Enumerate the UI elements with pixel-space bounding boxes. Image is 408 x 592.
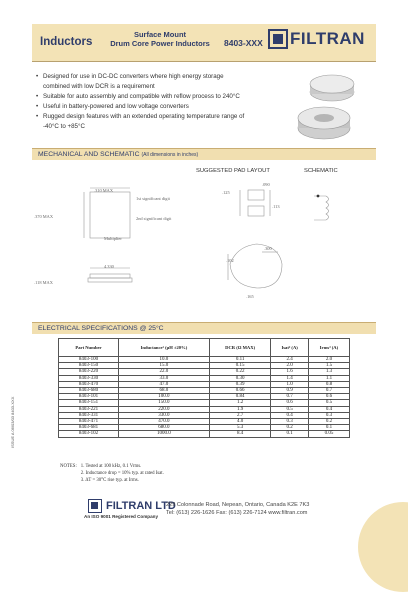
feature-item: • Suitable for auto assembly and compatible with reflow process to 240°C xyxy=(36,92,276,102)
cell: 8403-102 xyxy=(59,431,119,437)
mechanical-section-header xyxy=(32,148,376,160)
footer-address: 229 Colonnade Road, Nepean, Ontario, Canada K2E 7K3 xyxy=(166,502,310,508)
cell: 8403-101 xyxy=(59,394,119,400)
cell: 150.0 xyxy=(119,400,210,406)
dim-label: 1st significant digit xyxy=(136,196,170,201)
cell: 0.6 xyxy=(308,394,349,400)
table-header-row xyxy=(59,339,350,357)
feature-item: • Useful in battery-powered and low voltage converters xyxy=(36,102,276,112)
pad-dim-label: .165 xyxy=(246,294,254,299)
cell: 8403-221 xyxy=(59,406,119,412)
notes xyxy=(60,463,164,484)
cell: 2.0 xyxy=(271,363,309,369)
feature-list xyxy=(36,72,276,132)
feature-item: • Rugged design features with an extended operating temperature range of xyxy=(36,112,276,122)
cell: 0.7 xyxy=(271,394,309,400)
cell: 0.1 xyxy=(308,425,349,431)
cell: 8403-330 xyxy=(59,375,119,381)
cell: 680.0 xyxy=(119,425,210,431)
cell: 100.0 xyxy=(119,394,210,400)
cell: 1.9 xyxy=(209,406,271,412)
brand-name: FILTRAN xyxy=(290,29,365,48)
dim-label: 4.330 xyxy=(104,264,114,269)
spec-table-body xyxy=(59,357,350,438)
mechanical-title: MECHANICAL AND SCHEMATIC xyxy=(38,151,140,158)
col-header: Inductance¹ (µH ±20%) xyxy=(119,339,210,357)
cell: 0.3 xyxy=(308,412,349,418)
cell: 2.7 xyxy=(209,412,271,418)
cell: 0.15 xyxy=(209,363,271,369)
cell: 1000.0 xyxy=(119,431,210,437)
corner-decoration xyxy=(358,502,408,592)
cell: 0.5 xyxy=(271,406,309,412)
dim-label: .118 MAX xyxy=(34,280,53,285)
feature-item: -40°C to +85°C xyxy=(43,123,85,130)
issue-sidebar: ISSUE A 06/03/03 8403-XXX xyxy=(10,396,15,448)
cell: 0.4 xyxy=(271,412,309,418)
pad-dim-label: .300 xyxy=(264,246,272,251)
cell: 0.1 xyxy=(271,431,309,437)
cell: 5.3 xyxy=(209,425,271,431)
cell: 470.0 xyxy=(119,419,210,425)
cell: 0.2 xyxy=(271,425,309,431)
cell: 8.4 xyxy=(209,431,271,437)
cell: 0.4 xyxy=(308,406,349,412)
cell: 0.7 xyxy=(308,388,349,394)
cell: 0.84 xyxy=(209,394,271,400)
electrical-section-header xyxy=(32,322,376,334)
cell: 0.9 xyxy=(271,388,309,394)
mechanical-drawing xyxy=(32,176,376,310)
product-photo xyxy=(282,72,372,148)
footer-address-block xyxy=(166,501,309,517)
schematic-title: SCHEMATIC xyxy=(304,168,338,174)
pad-dim-label: .125 xyxy=(222,190,230,195)
cell: 8403-680 xyxy=(59,388,119,394)
dim-label: .370 MAX xyxy=(34,214,54,219)
brand-logo xyxy=(268,28,378,50)
cell: 15.0 xyxy=(119,363,210,369)
cell: 8403-150 xyxy=(59,363,119,369)
cell: 47.0 xyxy=(119,381,210,387)
mechanical-note: (All dimensions in inches) xyxy=(141,152,199,158)
electrical-title: ELECTRICAL SPECIFICATIONS @ 25°C xyxy=(38,325,164,332)
footer-contact: Tel: (613) 226-1626 Fax: (613) 226-7124 www.filtran.com xyxy=(166,510,308,516)
cell: 0.30 xyxy=(209,375,271,381)
cell: 0.6 xyxy=(271,400,309,406)
cell: 0.5 xyxy=(308,400,349,406)
note-item: 3. ΔT = 30°C rise typ. at Irms. xyxy=(80,478,139,483)
note-item: 2. Inductance drop = 10% typ. at rated Isat. xyxy=(80,471,164,476)
subtitle-line-2: Drum Core Power Inductors xyxy=(110,39,210,48)
cell: 2.0 xyxy=(308,357,349,363)
cell: 2.4 xyxy=(271,357,309,363)
cell: 1.2 xyxy=(209,400,271,406)
col-header: DCR (Ω MAX) xyxy=(209,339,271,357)
dim-label: 2nd significant digit xyxy=(136,216,172,221)
pad-dim-label: .102 xyxy=(226,258,234,263)
cell: 220.0 xyxy=(119,406,210,412)
dim-label: .310 MAX xyxy=(94,188,114,193)
spec-table xyxy=(58,338,350,438)
cell: 0.3 xyxy=(271,419,309,425)
cell: 22.0 xyxy=(119,369,210,375)
feature-item: combined with low DCR is a requirement xyxy=(43,83,155,90)
polarity-dot xyxy=(317,195,320,198)
brand-mark-icon xyxy=(88,499,102,513)
page-title: Inductors xyxy=(40,36,93,48)
cell: 8403-151 xyxy=(59,400,119,406)
cell: 0.8 xyxy=(308,381,349,387)
footer-cert: An ISO 9001 Registered Company xyxy=(84,514,159,519)
pad-dim-label: .113 xyxy=(272,204,280,209)
feature-item: • Designed for use in DC-DC converters where high energy storage xyxy=(36,72,276,82)
cell: 10.0 xyxy=(119,357,210,363)
cell: 4.0 xyxy=(209,419,271,425)
cell: 0.05 xyxy=(308,431,349,437)
cell: 68.0 xyxy=(119,388,210,394)
table-row xyxy=(59,431,350,437)
footer-company: FILTRAN LTD xyxy=(106,500,176,512)
brand-mark-icon xyxy=(268,29,288,49)
cell: 1.0 xyxy=(271,381,309,387)
pad-layout-title: SUGGESTED PAD LAYOUT xyxy=(196,168,270,174)
note-item: 1. Tested at 100 kHz, 0.1 Vrms. xyxy=(80,464,142,469)
footer-logo xyxy=(88,499,176,513)
product-subtitle xyxy=(100,30,220,48)
part-number: 8403-XXX xyxy=(224,38,263,48)
pad-dim-label: .090 xyxy=(262,182,270,187)
cell: 8403-331 xyxy=(59,412,119,418)
cell: 1.1 xyxy=(308,375,349,381)
cell: 8403-471 xyxy=(59,419,119,425)
cell: 1.3 xyxy=(308,369,349,375)
cell: 0.11 xyxy=(209,357,271,363)
cell: 0.2 xyxy=(308,419,349,425)
notes-label: NOTES: xyxy=(60,464,77,469)
cell: 8403-220 xyxy=(59,369,119,375)
dim-label: Multiplier xyxy=(104,236,122,241)
cell: 1.6 xyxy=(271,369,309,375)
subtitle-line-1: Surface Mount xyxy=(133,30,187,39)
cell: 0.22 xyxy=(209,369,271,375)
cell: 8403-470 xyxy=(59,381,119,387)
cell: 330.0 xyxy=(119,412,210,418)
col-header: Part Number xyxy=(59,339,119,357)
col-header: Irms³ (A) xyxy=(308,339,349,357)
cell: 8403-100 xyxy=(59,357,119,363)
cell: 8403-681 xyxy=(59,425,119,431)
cell: 0.39 xyxy=(209,381,271,387)
cell: 0.66 xyxy=(209,388,271,394)
cell: 1.5 xyxy=(308,363,349,369)
col-header: Isat² (A) xyxy=(271,339,309,357)
cell: 1.4 xyxy=(271,375,309,381)
cell: 33.0 xyxy=(119,375,210,381)
